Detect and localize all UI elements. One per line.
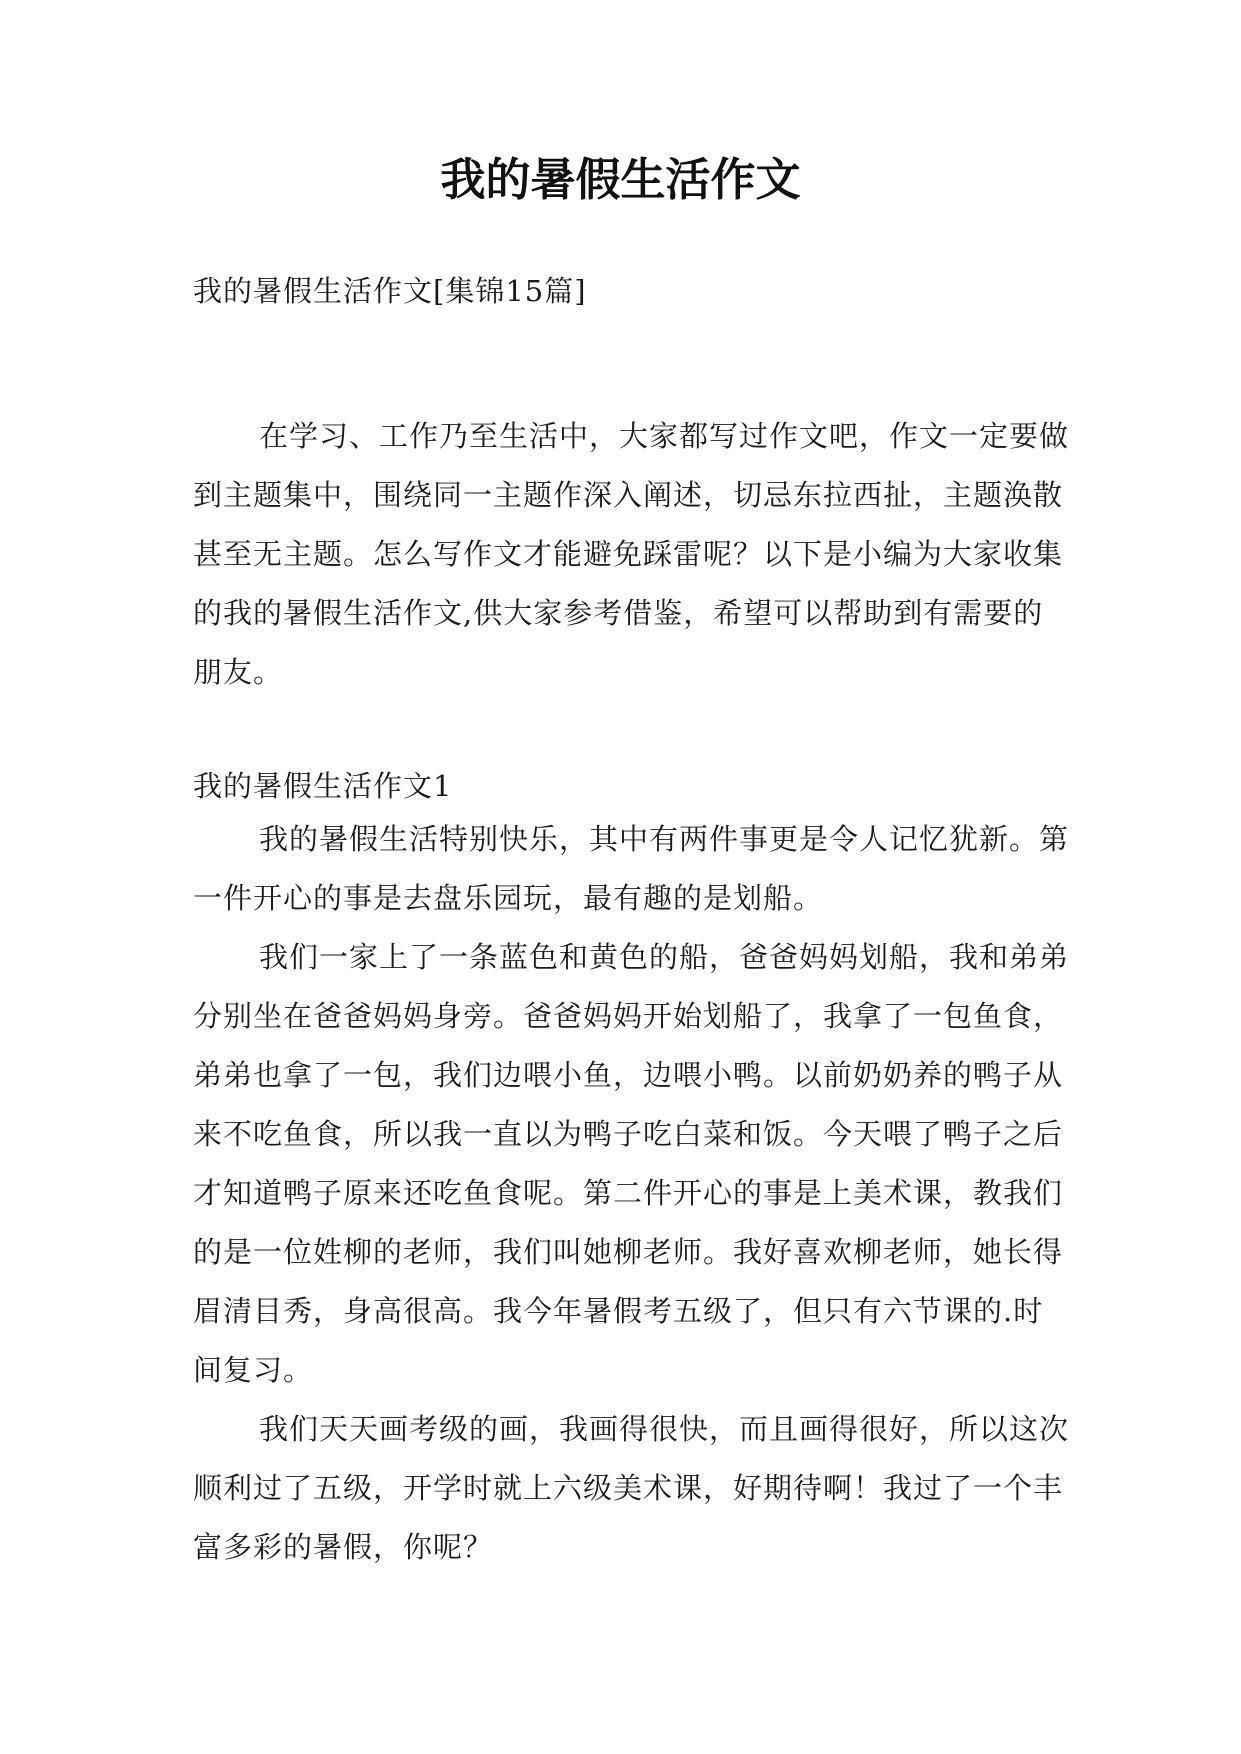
section-heading: 我的暑假生活作文1 (193, 769, 453, 803)
essay-paragraph: 我们天天画考级的画，我画得很快，而且画得很好，所以这次顺利过了五级，开学时就上六级美术课，好期待啊！我过了一个丰富多彩的暑假，你呢？ (193, 1412, 1070, 1564)
essay-body (193, 810, 1073, 1577)
document-title: 我的暑假生活作文 (440, 153, 801, 206)
essay-paragraph: 我们一家上了一条蓝色和黄色的船，爸爸妈妈划船，我和弟弟分别坐在爸爸妈妈身旁。爸爸妈妈开始划船了，我拿了一包鱼食，弟弟也拿了一包，我们边喂小鱼，边喂小鸭。以前奶奶养的鸭子从来不吃鱼食，所以我一直以为鸭子吃白菜和饭。今天喂了鸭子之后才知道鸭子原来还吃鱼食呢。第二件开心的事是上美术课，教我们的是一位姓柳的老师，我们叫她柳老师。我好喜欢柳老师，她长得眉清目秀，身高很高。我今年暑假考五级了，但只有六节课的.时间复习。 (193, 940, 1070, 1387)
intro-paragraph: 在学习、工作乃至生活中，大家都写过作文吧，作文一定要做到主题集中，围绕同一主题作深入阐述，切忌东拉西扯，主题涣散甚至无主题。怎么写作文才能避免踩雷呢？以下是小编为大家收集的我的暑假生活作文,供大家参考借鉴，希望可以帮助到有需要的朋友。 (193, 419, 1070, 689)
document-subtitle: 我的暑假生活作文[集锦15篇] (193, 274, 587, 308)
essay-paragraph: 我的暑假生活特别快乐，其中有两件事更是令人记忆犹新。第一件开心的事是去盘乐园玩，最有趣的是划船。 (193, 822, 1070, 915)
